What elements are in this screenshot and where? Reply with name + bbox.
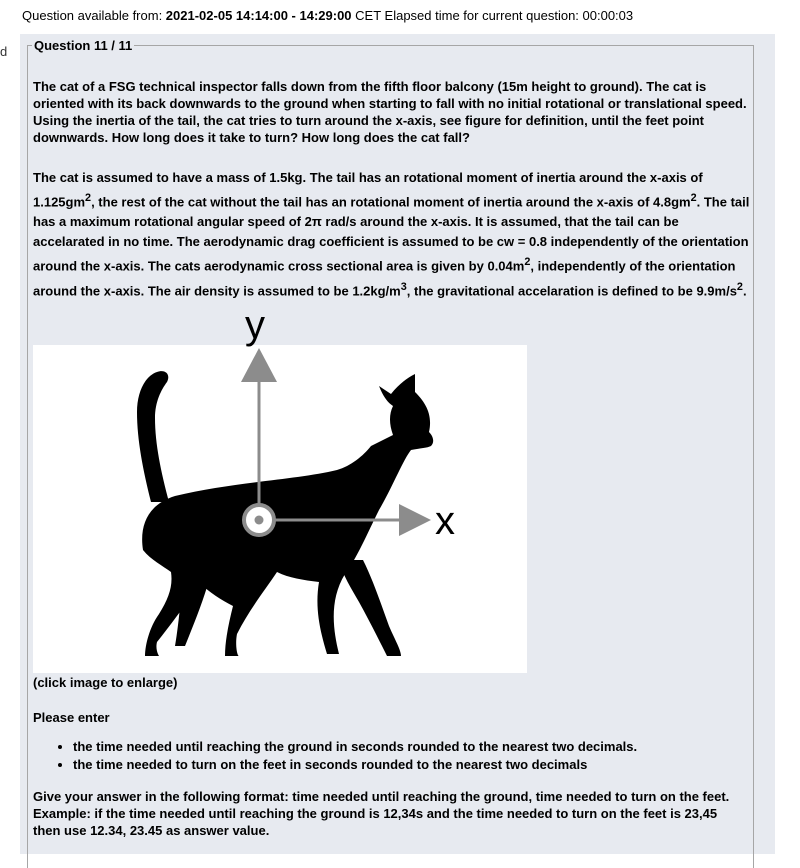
- edge-fragment: d: [0, 44, 8, 59]
- header-suffix: CET Elapsed time for current question: 00:00:03: [351, 8, 634, 23]
- cat-silhouette-icon: [137, 371, 433, 656]
- x-axis-arrowhead-icon: [399, 504, 431, 536]
- y-axis-label: y: [245, 310, 265, 347]
- question-text: [33, 78, 751, 301]
- p2-sup-b: 2: [690, 192, 697, 204]
- header-time-range: 2021-02-05 14:14:00 - 14:29:00: [165, 8, 352, 23]
- p2-sup-a: 2: [85, 192, 92, 204]
- p2-part-5: , the gravitational accelaration is defined to be 9.9m/s: [406, 282, 737, 298]
- click-to-enlarge-link[interactable]: (click image to enlarge): [33, 675, 178, 690]
- list-item: • the time needed until reaching the ground in seconds rounded to the nearest two decimals.: [73, 738, 753, 756]
- origin-dot-icon: [255, 516, 264, 525]
- answer-format-instructions: Give your answer in the following format: time needed until reaching the ground, time needed to turn on the feet. Example: if the time needed until reaching the ground is 12,34s and the time needed to turn on the feet is 23,45 then use 12.34, 23.45 as answer value.: [33, 789, 730, 838]
- cat-axes-diagram: [33, 310, 527, 673]
- question-paragraph-1: The cat of a FSG technical inspector falls down from the fifth floor balcony (15m height to ground). The cat is oriented with its back downwards to the ground when starting to fall with no initial rotational or translational speed. Using the inertia of the tail, the cat tries to turn around the x-axis, see figure for definition, until the feet point downwards. How long does it take to turn? How long does the cat fall?: [33, 79, 747, 145]
- p2-part-4: , independently of the orientation around the x-axis. The air density is assumed to be 1.2kg/m: [33, 258, 736, 298]
- please-enter-label: Please enter: [33, 710, 110, 725]
- p2-sup-d: 3: [400, 280, 407, 293]
- question-availability-header: [22, 8, 633, 24]
- p2-part-3: . The tail has a maximum rotational angular speed of 2π rad/s around the x-axis. It is assumed, that the tail can be accelarated in no time. The aerodynamic drag coefficient is assumed to be cw = 0.8 independently of the orientation around the x-axis. The cats aerodynamic cross sectional area is given by 0.04m: [33, 194, 750, 274]
- question-paragraph-2: [33, 168, 751, 301]
- p2-sup-e: 2: [736, 280, 743, 293]
- answer-requirements-list: [33, 738, 753, 774]
- x-axis-label: x: [435, 499, 455, 543]
- p2-part-6: .: [742, 282, 747, 298]
- question-legend: Question 11 / 11: [34, 38, 133, 53]
- p2-sup-c: 2: [524, 256, 531, 269]
- p2-part-2: , the rest of the cat without the tail has an rotational moment of inertia around the x-axis of 4.8gm: [91, 194, 691, 210]
- p2-part-1: The cat is assumed to have a mass of 1.5kg. The tail has an rotational moment of inertia around the x-axis of 1.125gm: [33, 170, 703, 210]
- header-prefix: Question available from:: [22, 8, 166, 23]
- cat-figure[interactable]: [33, 310, 527, 673]
- list-item: • the time needed to turn on the feet in seconds rounded to the nearest two decimals: [73, 756, 753, 774]
- y-axis-arrowhead-icon: [241, 348, 277, 382]
